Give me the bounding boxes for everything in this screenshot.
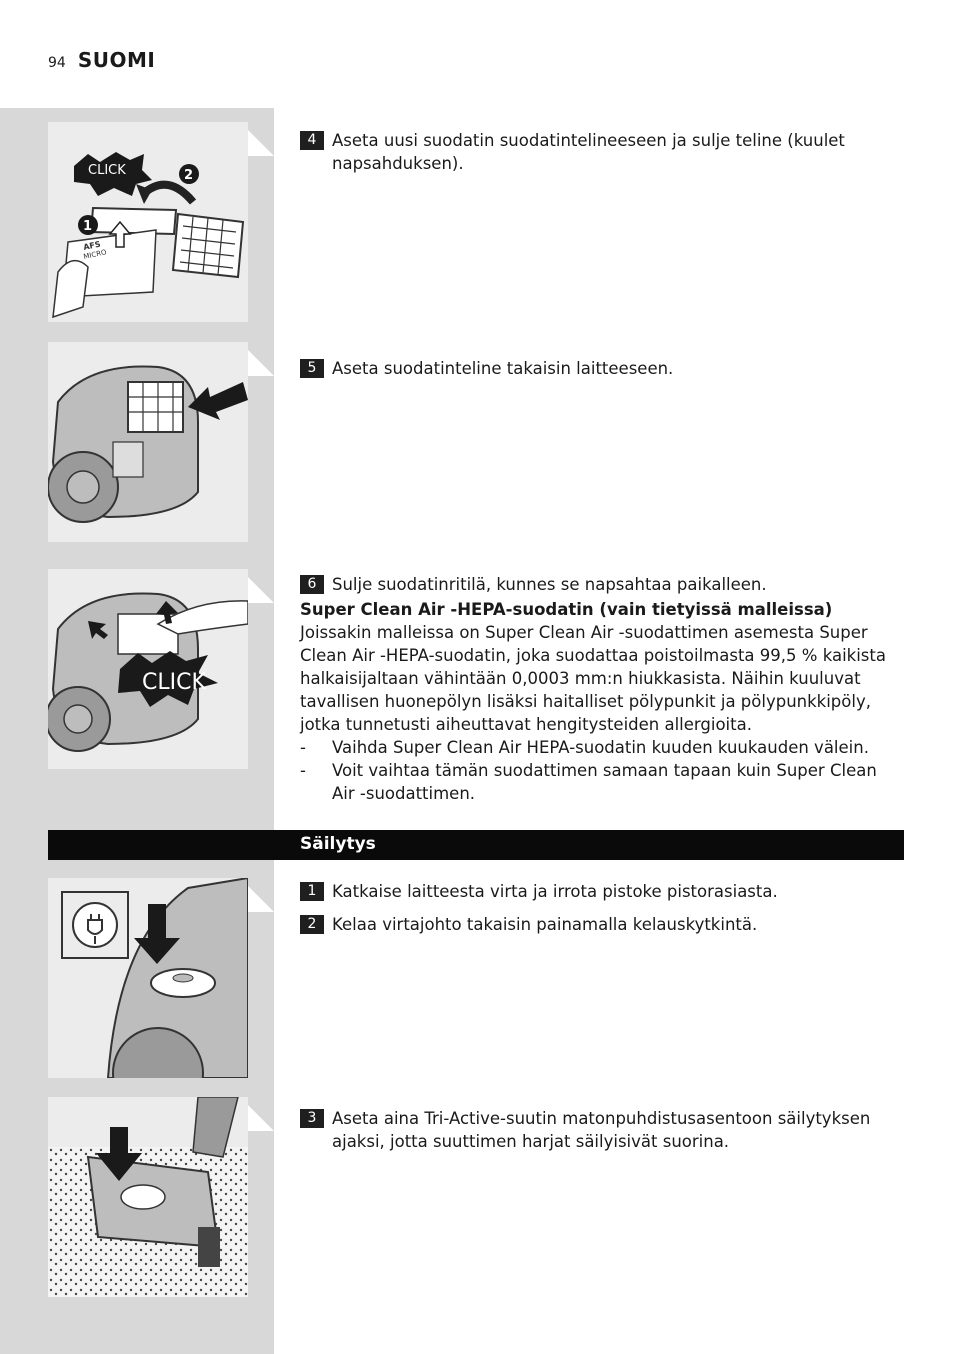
bullet-text: Voit vaihtaa tämän suodattimen samaan tapaan kuin Super Clean Air -suodattimen. xyxy=(332,761,877,803)
step-4-block xyxy=(300,129,900,185)
step-text: Kelaa virtajohto takaisin painamalla kelauskytkintä. xyxy=(332,915,758,934)
grille-close-drawing xyxy=(48,569,248,769)
step-text: Aseta uusi suodatin suodatintelineeseen ja sulje teline (kuulet napsahduksen). xyxy=(332,131,845,173)
hepa-bullet xyxy=(300,736,900,759)
callout-pointer xyxy=(248,577,274,603)
rotate-arrow-icon xyxy=(143,185,193,202)
vent-grille-shape xyxy=(113,442,143,477)
illustration-nozzle-storage xyxy=(48,1097,248,1297)
language-heading: SUOMI xyxy=(77,48,156,72)
filter-holder-shape xyxy=(128,382,183,432)
badge-1-label: 1 xyxy=(83,219,93,234)
bullet-dash: - xyxy=(300,738,306,757)
page-header xyxy=(48,48,155,74)
section-title: Säilytys xyxy=(300,834,376,854)
step-text: Aseta aina Tri-Active-suutin matonpuhdistusasentoon säilytyksen ajaksi, jotta suuttimen harjat säilyisivät suorina. xyxy=(332,1109,871,1151)
bullet-dash: - xyxy=(300,761,306,780)
bullet-text: Vaihda Super Clean Air HEPA-suodatin kuuden kuukauden välein. xyxy=(332,738,869,757)
hepa-paragraph: Joissakin malleissa on Super Clean Air -suodattimen asemesta Super Clean Air -HEPA-suodatin, joka suodattaa poistoilmasta 99,5 % kaikista halkaisijaltaan vähintään 0,0003 mm:n hiukkasista. Näihin kuuluvat tavallisen huonepölyn lisäksi haitalliset pölypunkit ja pölypunkkipöly, jotka tunnetusti aiheuttavat hengitysteiden allergioita. xyxy=(300,623,886,734)
step-item xyxy=(300,913,900,936)
step-number: 1 xyxy=(300,882,324,901)
storage-steps-block xyxy=(300,880,900,946)
nozzle-brush-shape xyxy=(198,1227,220,1267)
filter-brand-label: AFS xyxy=(82,239,102,252)
step-text: Aseta suodatinteline takaisin laitteeseen. xyxy=(332,359,674,378)
step-number: 5 xyxy=(300,359,324,378)
badge-2-label: 2 xyxy=(184,168,194,183)
step-item xyxy=(300,880,900,903)
hepa-heading: Super Clean Air -HEPA-suodatin (vain tietyissä malleissa) xyxy=(300,600,833,619)
illustration-grille-close xyxy=(48,569,248,769)
illustration-cord-rewind xyxy=(48,878,248,1078)
nozzle-dial-shape xyxy=(121,1185,165,1209)
step-item xyxy=(300,1107,900,1153)
step-number: 4 xyxy=(300,131,324,150)
step-5-block xyxy=(300,357,900,390)
illustration-holder-insert xyxy=(48,342,248,542)
filter-insert-drawing xyxy=(48,122,248,322)
rewind-button-top xyxy=(173,974,193,982)
step-text: Katkaise laitteesta virta ja irrota pistoke pistorasiasta. xyxy=(332,882,778,901)
click-label: CLICK xyxy=(88,163,126,178)
callout-pointer xyxy=(248,886,274,912)
callout-pointer xyxy=(248,130,274,156)
callout-pointer xyxy=(248,1105,274,1131)
filter-brand-sublabel: MICRO xyxy=(82,248,108,261)
storage-step-3-block xyxy=(300,1107,900,1163)
filter-frame-shape xyxy=(91,208,176,234)
step-number: 3 xyxy=(300,1109,324,1128)
callout-pointer xyxy=(248,350,274,376)
holder-insert-drawing xyxy=(48,342,248,542)
nozzle-storage-drawing xyxy=(48,1097,248,1297)
step-item xyxy=(300,357,900,380)
step-item xyxy=(300,129,900,175)
step-text: Sulje suodatinritilä, kunnes se napsahtaa paikalleen. xyxy=(332,575,767,594)
click-label: CLICK xyxy=(142,670,206,695)
page-number: 94 xyxy=(48,55,66,71)
step-6-block xyxy=(300,573,900,805)
illustration-filter-insert xyxy=(48,122,248,322)
step-item xyxy=(300,573,900,596)
section-bar-storage xyxy=(48,830,904,860)
step-number: 2 xyxy=(300,915,324,934)
wheel-hub-shape xyxy=(64,705,92,733)
cord-rewind-drawing xyxy=(48,878,248,1078)
hand-shape xyxy=(53,261,88,317)
wheel-hub-shape xyxy=(67,471,99,503)
hepa-bullet xyxy=(300,759,900,805)
rewind-button-shape xyxy=(151,969,215,997)
step-number: 6 xyxy=(300,575,324,594)
